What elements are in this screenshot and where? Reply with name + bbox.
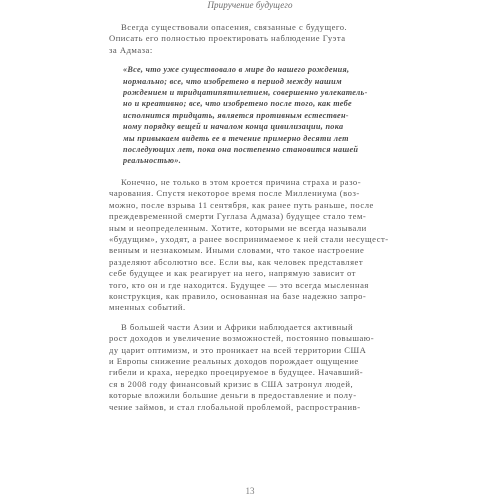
page-number: 13: [245, 486, 255, 496]
text-line: можно, после взрыва 11 сентября, как ранее путь раньше, после: [109, 199, 374, 210]
text-line: за Адмаза:: [109, 44, 153, 55]
text-line: венным и незнакомым. Иными словами, что такое настроение: [109, 245, 365, 256]
text-line: рождением и тридцатипятилетием, совершенно увлекатель-: [123, 88, 368, 98]
paragraph: [109, 177, 391, 314]
text-line: Конечно, не только в этом кроется причина страха и разо-: [121, 176, 362, 187]
text-line: конструкция, как правило, основанная на базе надежно запро-: [109, 290, 367, 301]
text-line: нормально; все, что изобретено в период между нашим: [123, 76, 342, 86]
text-line: Всегда существовали опасения, связанные с будущего.: [121, 22, 348, 32]
text-line: ся в 2008 году финансовый кризис в США затронул людей,: [109, 378, 354, 389]
text-line: Описать его полностью проектировать наблюдение Гуэта: [109, 33, 346, 44]
text-line: ду царит оптимизм, и это проникает на всей территории США: [109, 344, 367, 355]
text-line: гибели и краха, нередко проецируемое в будущее. Начавший-: [109, 367, 364, 378]
text-line: разделяют абсолютно все. Если вы, как человек представляет: [109, 256, 364, 267]
paragraph: [109, 22, 391, 56]
paragraph-gap: [109, 314, 391, 322]
text-line: мы привыкаем видеть ее в течение примерно десяти лет: [123, 133, 349, 143]
page-body: [109, 22, 391, 413]
text-line: ным и неопределенным. Хотите, которыми не всегда называли: [109, 222, 367, 233]
text-line: себе будущее и как реагирует на него, напрямую зависит от: [109, 268, 356, 279]
running-head: Приручение будущего: [207, 0, 293, 10]
text-line: В большей части Азии и Африки наблюдается активный: [121, 321, 354, 332]
block-quote: [123, 64, 385, 167]
text-line: чение займов, и стал глобальной проблемой, распространив-: [109, 401, 361, 412]
text-line: исполнится тридцать, является противным естествен-: [123, 110, 349, 120]
text-line: реальностью».: [123, 156, 182, 166]
text-line: «Все, что уже существовало в мире до нашего рождения,: [123, 65, 350, 75]
text-line: но и креативно; все, что изобретено после того, как тебе: [123, 99, 352, 109]
text-line: которые вложили большие деньги в предоставление и полу-: [109, 390, 357, 401]
text-line: рост доходов и увеличение возможностей, постоянно повышаю-: [109, 333, 375, 344]
text-line: ному порядку вещей и началом конца цивилизации, пока: [123, 122, 344, 132]
text-line: того, кто он и где находится. Будущее — это всегда мысленная: [109, 279, 369, 290]
text-line: мненных событий.: [109, 302, 186, 313]
text-line: и Европы снижение реальных доходов порождает ощущение: [109, 355, 359, 366]
text-line: «будущим», уходят, а ранее воспринимаемое к ней стали несущест-: [109, 233, 389, 244]
paragraph: [109, 322, 391, 413]
text-line: чарования. Спустя некоторое время после Миллениума (воз-: [109, 188, 360, 199]
text-line: последующих лет, пока она постепенно становится нашей: [123, 145, 359, 155]
text-line: преждевременной смерти Гуглаза Адмаза) будущее стало тем-: [109, 211, 367, 222]
